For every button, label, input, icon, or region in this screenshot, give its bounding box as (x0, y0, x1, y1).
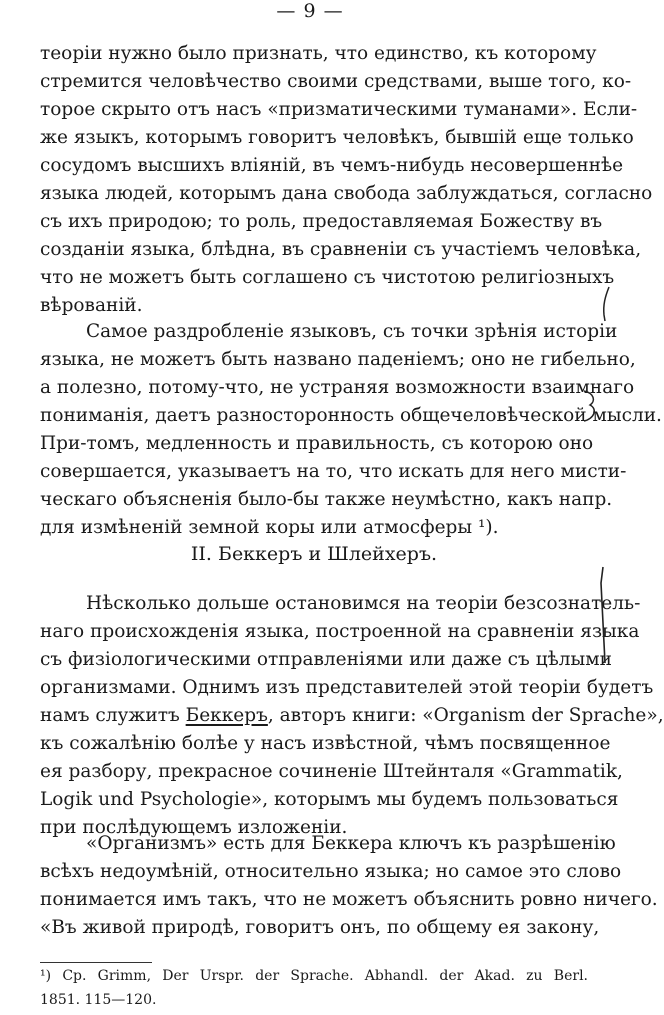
text-line: наго происхожденія языка, построенной на сравненіи языка (40, 621, 640, 642)
text-line: созданіи языка, блѣдна, въ сравненіи съ участіемъ человѣка, (40, 239, 642, 260)
text-line: стремится человѣчество своими средствами, выше того, ко- (40, 71, 632, 92)
paragraph-3 (40, 590, 664, 842)
section-heading: II. Беккеръ и Шлейхеръ. (190, 543, 438, 565)
text-line: языка людей, которымъ дана свобода заблуждаться, согласно (40, 183, 653, 204)
text-line: пониманія, даетъ разносторонность общечеловѣческой мысли. (40, 405, 662, 426)
text-line: же языкъ, которымъ говоритъ человѣкъ, бывшій еще только (40, 127, 634, 148)
footnote-line: ¹) Cp. Grimm, Der Urspr. der Sprache. Abhandl. der Akad. zu Berl. (40, 968, 588, 984)
text-line: совершается, указываетъ на то, что искать для него мисти- (40, 461, 627, 482)
text-line: съ ихъ природою; то роль, предоставляемая Божеству въ (40, 211, 603, 232)
footnote (40, 964, 588, 1012)
text-line: языка, не можетъ быть названо паденіемъ; оно не гибельно, (40, 349, 636, 370)
text-line: Самое раздробленіе языковъ, съ точки зрѣнія исторіи (86, 321, 618, 342)
text-line: При-томъ, медленность и правильность, съ которою оно (40, 433, 594, 454)
margin-tick-mark (595, 285, 615, 325)
margin-bracket-mark (580, 385, 610, 425)
text-line: теоріи нужно было признать, что единство, къ которому (40, 43, 597, 64)
text-line: вѣрованій. (40, 295, 143, 316)
text-line: а полезно, потому-что, не устраняя возможности взаимнаго (40, 377, 635, 398)
text-line: организмами. Однимъ изъ представителей этой теоріи будетъ (40, 677, 654, 698)
text-line: «Въ живой природѣ, говоритъ онъ, по общему ея закону, (40, 917, 600, 938)
text-line: сосудомъ высшихъ вліяній, въ чемъ-нибудь несовершеннѣе (40, 155, 624, 176)
text-fragment: намъ служитъ (40, 705, 186, 726)
text-line: Logik und Psychologie», которымъ мы будемъ пользоваться (40, 789, 619, 810)
text-line: понимается имъ такъ, что не можетъ объяснить ровно ничего. (40, 889, 658, 910)
text-line: ческаго объясненія было-бы также неумѣстно, какъ напр. (40, 489, 613, 510)
text-line: для измѣненій земной коры или атмосферы ¹). (40, 517, 499, 538)
underlined-name: Беккеръ (185, 705, 268, 726)
footnote-divider (40, 962, 152, 963)
paragraph-2 (40, 318, 662, 542)
text-line: что не можетъ быть соглашено съ чистотою религіозныхъ (40, 267, 615, 288)
text-line: съ физіологическими отправленіями или даже съ цѣлыми (40, 649, 612, 670)
text-line: Нѣсколько дольше остановимся на теоріи безсознатель- (86, 593, 641, 614)
text-line: ея разбору, прекрасное сочиненіе Штейнталя «Grammatik, (40, 761, 623, 782)
text-line: торое скрыто отъ насъ «призматическими туманами». Если- (40, 99, 638, 120)
text-line: при послѣдующемъ изложеніи. (40, 817, 348, 838)
footnote-line: 1851. 115—120. (40, 992, 157, 1008)
text-line: всѣхъ недоумѣній, относительно языка; но самое это слово (40, 861, 622, 882)
text-line (40, 702, 664, 730)
text-line: «Организмъ» есть для Беккера ключъ къ разрѣшенію (86, 833, 616, 854)
text-fragment: , авторъ книги: «Organism der Sprache», (267, 705, 664, 726)
margin-vertical-line-mark (593, 563, 615, 673)
text-line: къ сожалѣнію болѣе у насъ извѣстной, чѣмъ посвященное (40, 733, 611, 754)
paragraph-4 (40, 830, 658, 942)
paragraph-1 (40, 40, 653, 320)
page-number: — 9 — (276, 0, 344, 22)
